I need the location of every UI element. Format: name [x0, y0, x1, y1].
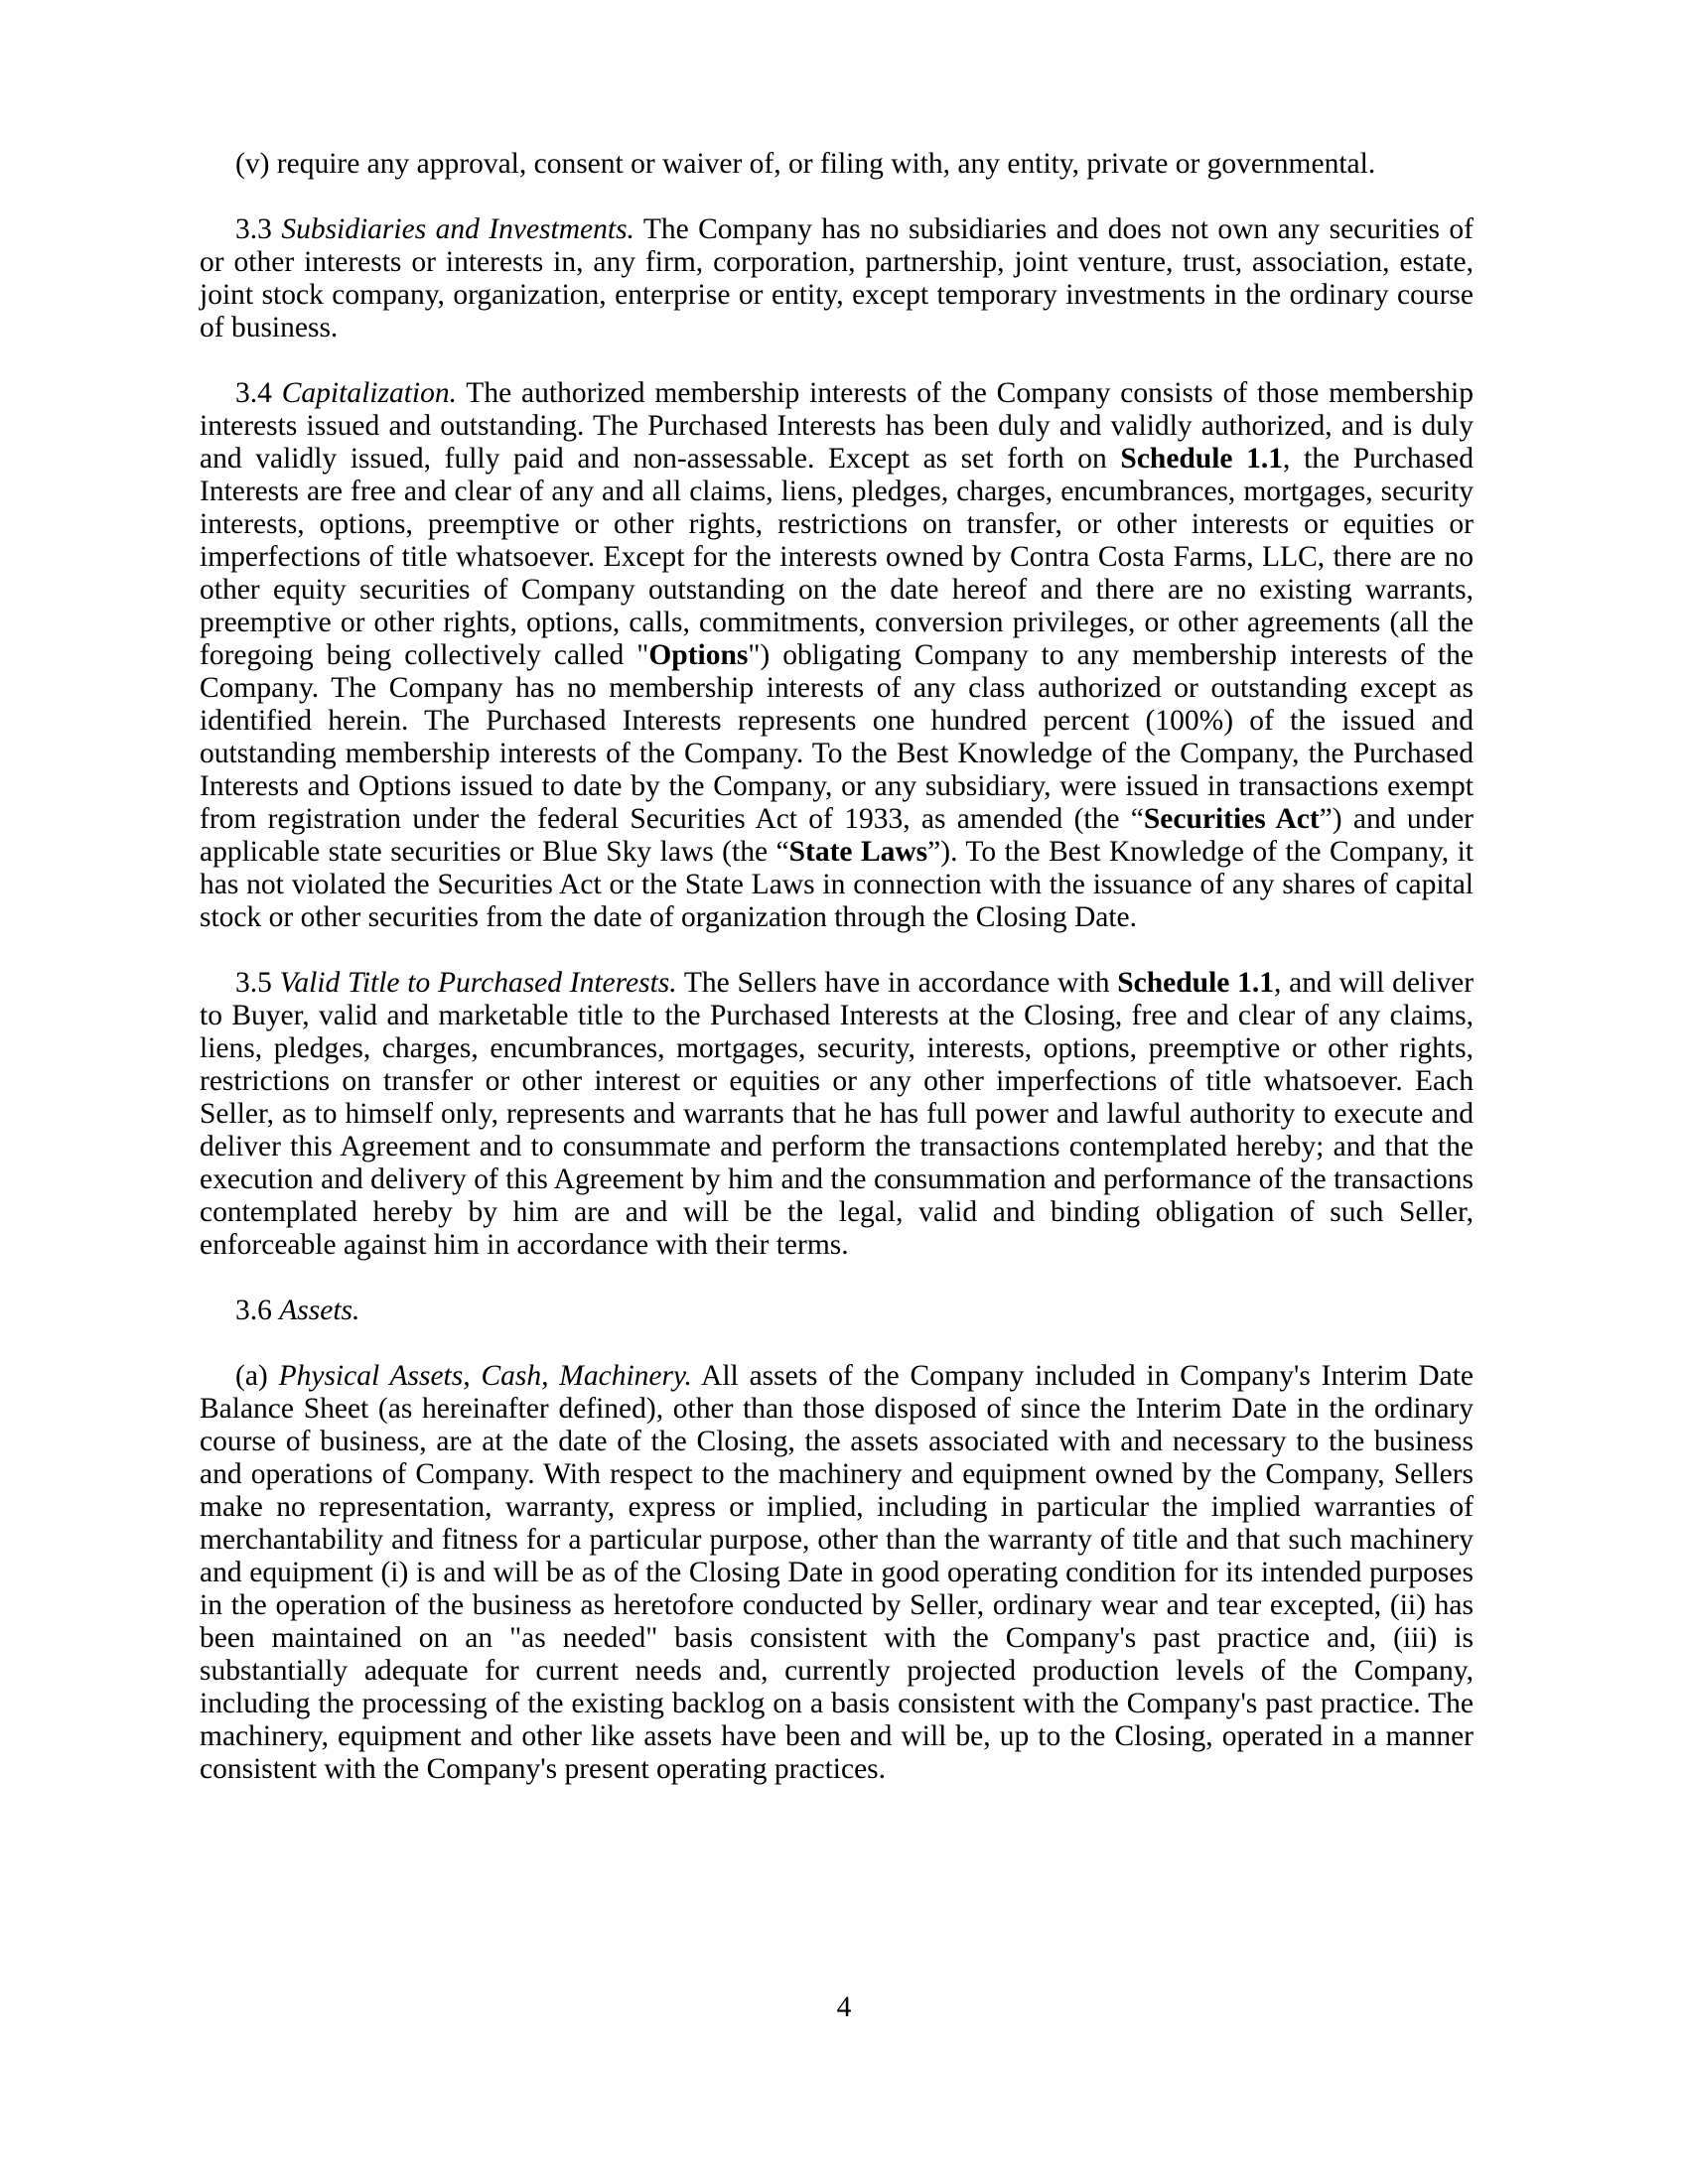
defined-term: Schedule 1.1: [1120, 443, 1284, 475]
section-title: Subsidiaries and Investments.: [281, 213, 634, 245]
section-body: , and will deliver to Buyer, valid and marketable title to the Purchased Interests at the Closing, free and clear of any claims, liens, pledges, charges, encumbrances, mortgages, security, interests, options, preemptive or other rights, restrictions on transfer or other interest or equities or any other imperfections of title whatsoever. Each Seller, as to himself only, represents and warrants that he has full power and lawful authority to execute and deliver this Agreement and to consummate and perform the transactions contemplated hereby; and that the execution and delivery of this Agreement by him and the consummation and performance of the transactions contemplated hereby by him are and will be the legal, valid and binding obligation of such Seller, enforceable against him in accordance with their terms.: [200, 967, 1475, 1261]
section-number: (a): [235, 1360, 279, 1392]
section-body: , the Purchased Interests are free and clear of any and all claims, liens, pledges, charges, encumbrances, mortgages, security interests, options, preemptive or other rights, restrictions on transfer, or other interests or equities or imperfections of title whatsoever. Except for the interests owned by Contra Costa Farms, LLC, there are no other equity securities of Company outstanding on the date hereof and there are no existing warrants, preemptive or other rights, options, calls, commitments, conversion privileges, or other agreements (all the foregoing being collectively called ": [200, 443, 1475, 671]
section-number: 3.6: [235, 1295, 280, 1326]
section-title: Assets.: [279, 1295, 360, 1326]
section-body: ") obligating Company to any membership interests of the Company. The Company has no membership interests of any class authorized or outstanding except as identified herein. The Purchased Interests represents one hundred percent (100%) of the issued and outstanding membership interests of the Company. To the Best Knowledge of the Company, the Purchased Interests and Options issued to date by the Company, or any subsidiary, were issued in transactions exempt from registration under the federal Securities Act of 1933, as amended (the “: [200, 639, 1474, 835]
page-number: 4: [836, 1991, 852, 2023]
section-title: Physical Assets, Cash, Machinery.: [278, 1360, 692, 1392]
section-3-6: [200, 1295, 1474, 1327]
section-title: Valid Title to Purchased Interests.: [279, 967, 677, 999]
section-number: 3.4: [235, 377, 282, 409]
section-body: ”). To the Best Knowledge of the Company, it has not violated the Securities Act or the State Laws in connection with the issuance of any shares of capital stock or other securities from the date of organization through the Closing Date.: [200, 836, 1474, 933]
section-body: The authorized membership interests of the Company consists of those membership interests issued and outstanding. The Purchased Interests has been duly and validly authorized, and is duly and validly issued, fully paid and non-assessable. Except as set forth on: [200, 377, 1474, 475]
section-number: 3.3: [235, 213, 282, 245]
document-page: [200, 148, 1474, 1786]
defined-term: Options: [648, 639, 749, 671]
section-3-5: [200, 967, 1474, 1262]
clause-v: (v) require any approval, consent or waiver of, or filing with, any entity, private or governmental.: [235, 148, 1376, 180]
section-body: ”) and under applicable state securities or Blue Sky laws (the “: [200, 803, 1474, 868]
section-3-6-a: [200, 1360, 1474, 1786]
section-body: All assets of the Company included in Company's Interim Date Balance Sheet (as hereinafter defined), other than those disposed of since the Interim Date in the ordinary course of business, are at the date of the Closing, the assets associated with and necessary to the business and operations of Company. With respect to the machinery and equipment owned by the Company, Sellers make no representation, warranty, express or implied, including in particular the implied warranties of merchantability and fitness for a particular purpose, other than the warranty of title and that such machinery and equipment (i) is and will be as of the Closing Date in good operating condition for its intended purposes in the operation of the business as heretofore conducted by Seller, ordinary wear and tear excepted, (ii) has been maintained on an "as needed" basis consistent with the Company's past practice and, (iii) is substantially adequate for current needs and, currently projected production levels of the Company, including the processing of the existing backlog on a basis consistent with the Company's past practice. The machinery, equipment and other like assets have been and will be, up to the Closing, operated in a manner consistent with the Company's present operating practices.: [200, 1360, 1474, 1785]
section-body: The Sellers have in accordance with: [676, 967, 1118, 999]
section-3-4: [200, 377, 1474, 934]
defined-term: Securities Act: [1143, 803, 1320, 835]
section-body: The Company has no subsidiaries and does not own any securities of or other interests or interests in, any firm, corporation, partnership, joint venture, trust, association, estate, joint stock company, organization, enterprise or entity, except temporary investments in the ordinary course of business.: [200, 213, 1474, 343]
section-title: Capitalization.: [281, 377, 457, 409]
defined-term: Schedule 1.1: [1117, 967, 1274, 999]
section-3-3: [200, 213, 1474, 344]
section-number: 3.5: [235, 967, 280, 999]
defined-term: State Laws: [788, 836, 928, 868]
